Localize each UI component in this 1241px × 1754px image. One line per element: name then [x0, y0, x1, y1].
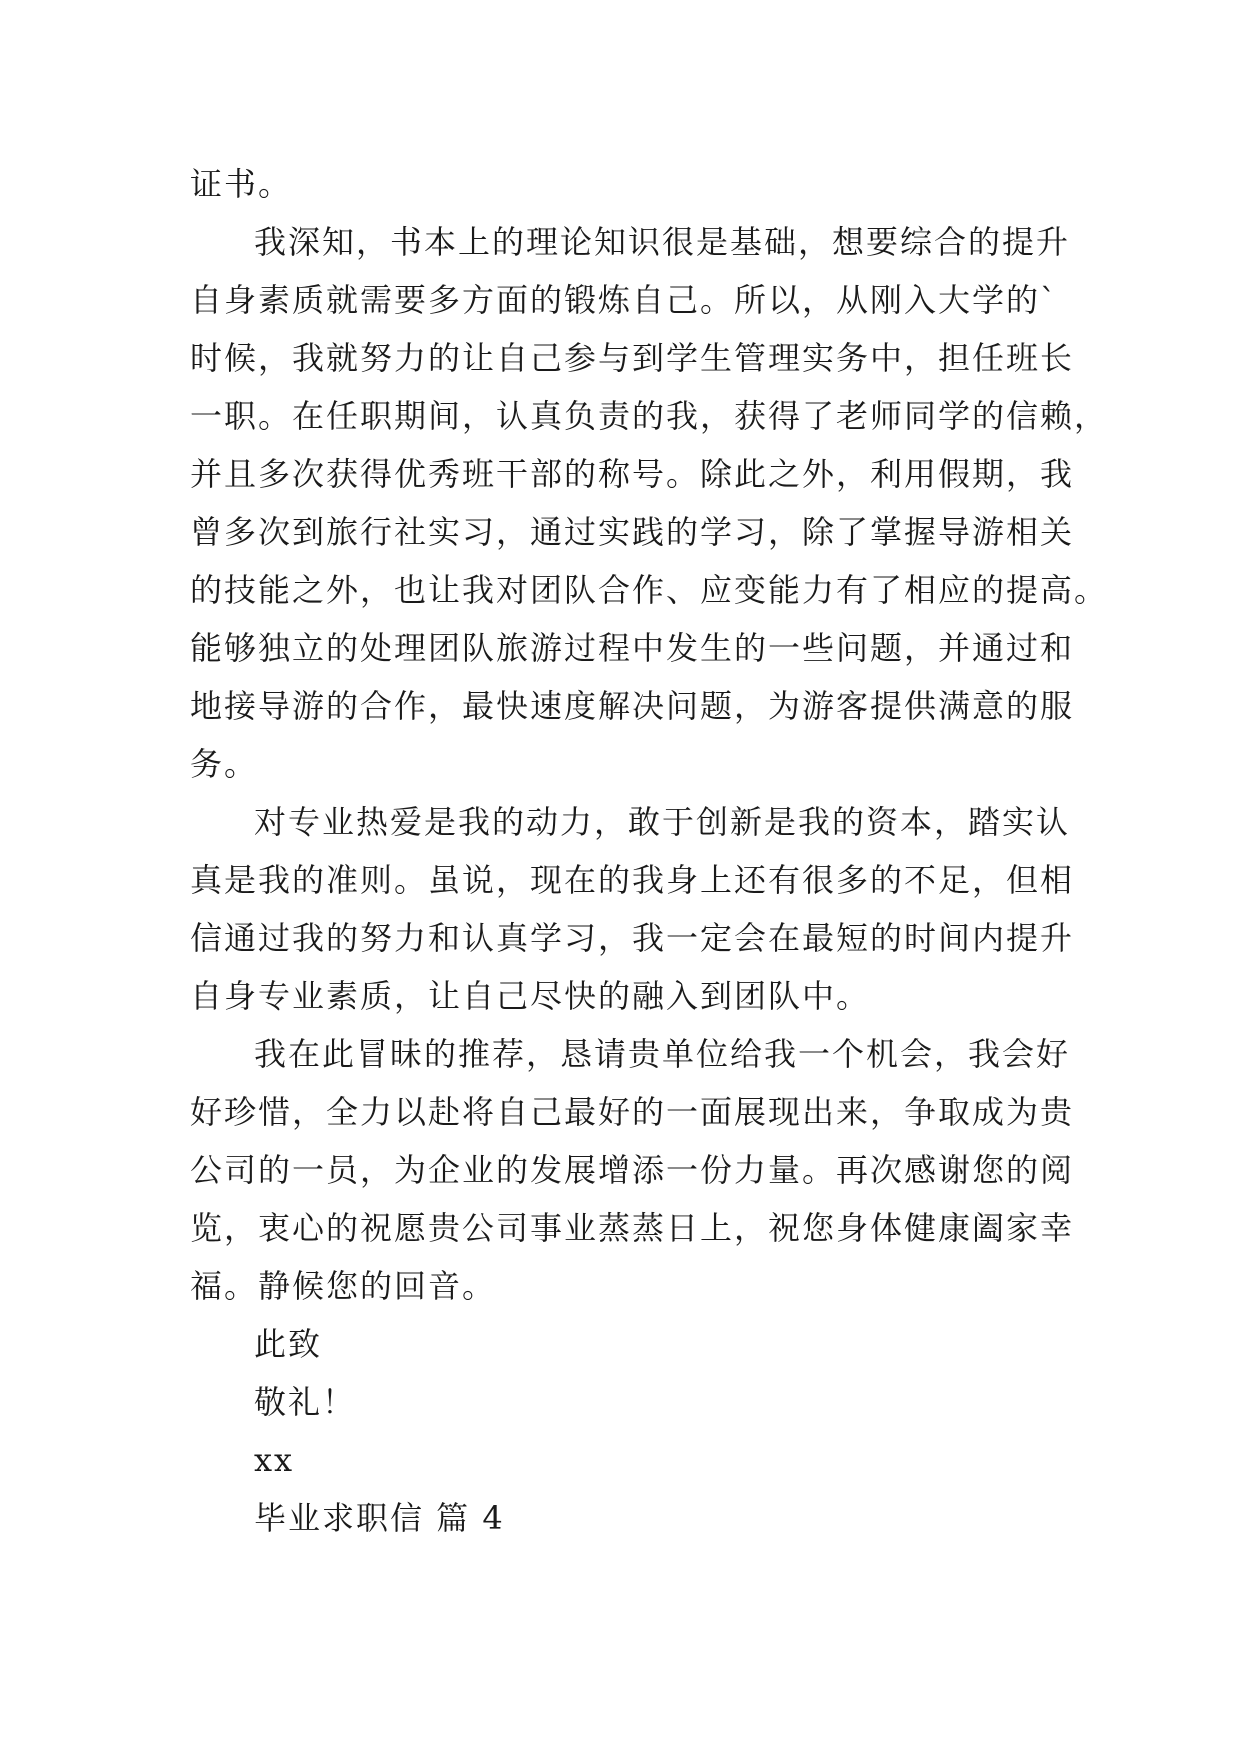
- text-line: 此致: [254, 1325, 323, 1363]
- text-line: 我深知，书本上的理论知识很是基础，想要综合的提升: [254, 223, 1071, 261]
- text-line: 福。静候您的回音。: [190, 1267, 497, 1305]
- text-line: 自身专业素质，让自己尽快的融入到团队中。: [190, 977, 871, 1015]
- text-line: xx: [254, 1441, 295, 1479]
- text-line: 地接导游的合作，最快速度解决问题，为游客提供满意的服: [190, 687, 1075, 725]
- text-line: 览，衷心的祝愿贵公司事业蒸蒸日上，祝您身体健康阖家幸: [190, 1209, 1075, 1247]
- text-line: 能够独立的处理团队旅游过程中发生的一些问题，并通过和: [190, 629, 1075, 667]
- text-line: 自身素质就需要多方面的锻炼自己。所以，从刚入大学的`: [190, 281, 1059, 319]
- text-line: 对专业热爱是我的动力，敢于创新是我的资本，踏实认: [254, 803, 1071, 841]
- text-line: 的技能之外，也让我对团队合作、应变能力有了相应的提高。: [190, 571, 1109, 609]
- text-line: 证书。: [190, 165, 293, 203]
- text-line: 我在此冒昧的推荐，恳请贵单位给我一个机会，我会好: [254, 1035, 1071, 1073]
- text-line: 真是我的准则。虽说，现在的我身上还有很多的不足，但相: [190, 861, 1075, 899]
- text-line: 一职。在任职期间，认真负责的我，获得了老师同学的信赖，: [190, 397, 1109, 435]
- text-line: 曾多次到旅行社实习，通过实践的学习，除了掌握导游相关: [190, 513, 1075, 551]
- text-line: 敬礼！: [254, 1383, 357, 1421]
- text-line: 好珍惜，全力以赴将自己最好的一面展现出来，争取成为贵: [190, 1093, 1075, 1131]
- text-line: 务。: [190, 745, 259, 783]
- text-line: 信通过我的努力和认真学习，我一定会在最短的时间内提升: [190, 919, 1075, 957]
- text-line: 公司的一员，为企业的发展增添一份力量。再次感谢您的阅: [190, 1151, 1075, 1189]
- text-line: 并且多次获得优秀班干部的称号。除此之外，利用假期，我: [190, 455, 1075, 493]
- text-line: 时候，我就努力的让自己参与到学生管理实务中，担任班长: [190, 339, 1075, 377]
- document-body: [190, 155, 1109, 1547]
- text-line: 毕业求职信 篇 4: [254, 1499, 505, 1537]
